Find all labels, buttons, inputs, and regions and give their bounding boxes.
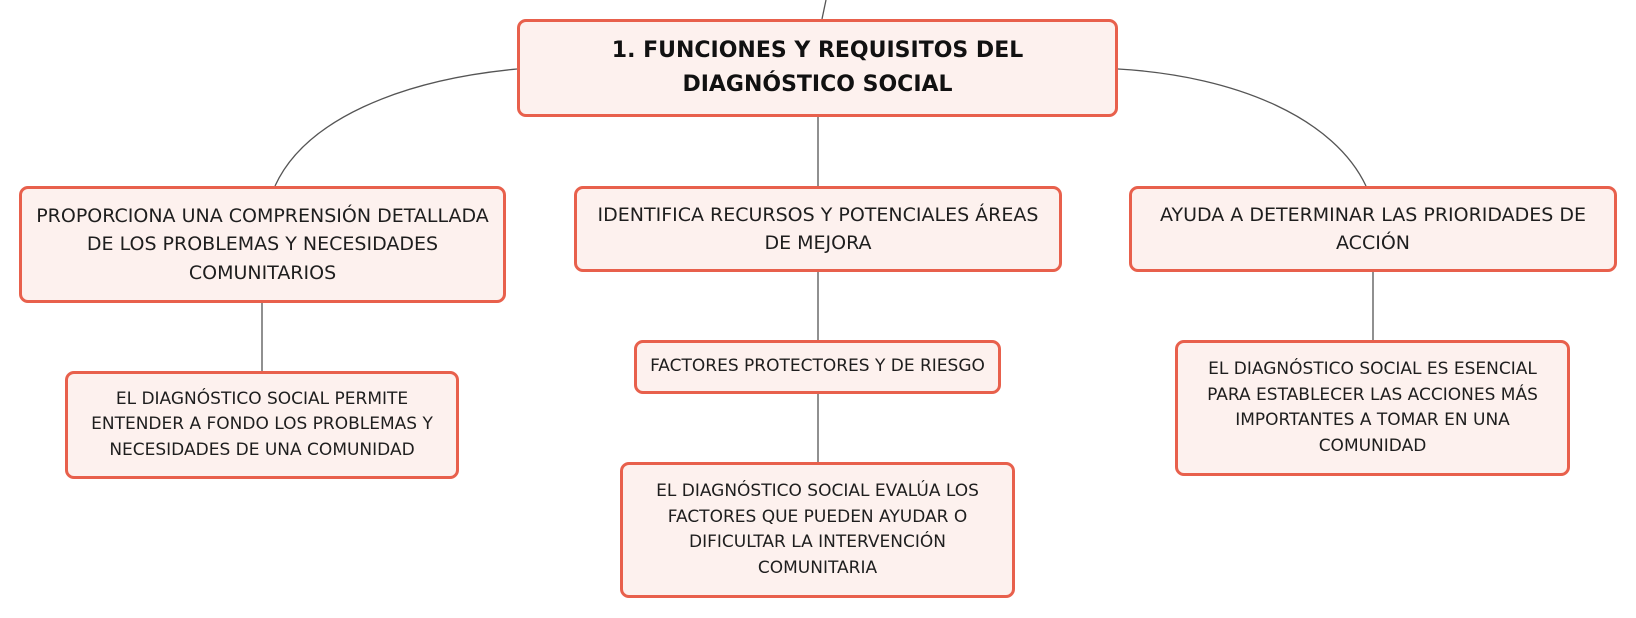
- center-grandchild-text: EL DIAGNÓSTICO SOCIAL EVALÚA LOS FACTORES QUE PUEDEN AYUDAR O DIFICULTAR LA INTERVENCIÓN COMUNITARIA: [656, 481, 979, 578]
- branch-right-topic[interactable]: [1129, 186, 1617, 272]
- connector-root-to-branch-right: [1118, 69, 1366, 186]
- branch-left-text: PROPORCIONA UNA COMPRENSIÓN DETALLADA DE LOS PROBLEMAS Y NECESIDADES COMUNITARIOS: [36, 204, 489, 284]
- center-child-text: FACTORES PROTECTORES Y DE RIESGO: [650, 356, 985, 377]
- branch-center-text: IDENTIFICA RECURSOS Y POTENCIALES ÁREAS DE MEJORA: [597, 203, 1039, 254]
- right-child-topic[interactable]: [1175, 340, 1570, 476]
- left-child-text: EL DIAGNÓSTICO SOCIAL PERMITE ENTENDER A FONDO LOS PROBLEMAS Y NECESIDADES DE UNA COMUNIDAD: [91, 388, 433, 460]
- center-child-topic[interactable]: [634, 340, 1001, 394]
- connector-parent-to-root: [822, 0, 826, 19]
- branch-right-text: AYUDA A DETERMINAR LAS PRIORIDADES DE ACCIÓN: [1159, 203, 1587, 254]
- connector-root-to-branch-left: [275, 69, 517, 186]
- branch-center-topic[interactable]: [574, 186, 1062, 272]
- branch-left-topic[interactable]: [19, 186, 506, 303]
- root-topic[interactable]: [517, 19, 1118, 117]
- root-topic-text: 1. FUNCIONES Y REQUISITOS DEL DIAGNÓSTICO SOCIAL: [611, 37, 1024, 97]
- center-grandchild-topic[interactable]: [620, 462, 1015, 598]
- left-child-topic[interactable]: [65, 371, 459, 479]
- right-child-text: EL DIAGNÓSTICO SOCIAL ES ESENCIAL PARA ESTABLECER LAS ACCIONES MÁS IMPORTANTES A TOMAR EN UNA COMUNIDAD: [1207, 359, 1538, 456]
